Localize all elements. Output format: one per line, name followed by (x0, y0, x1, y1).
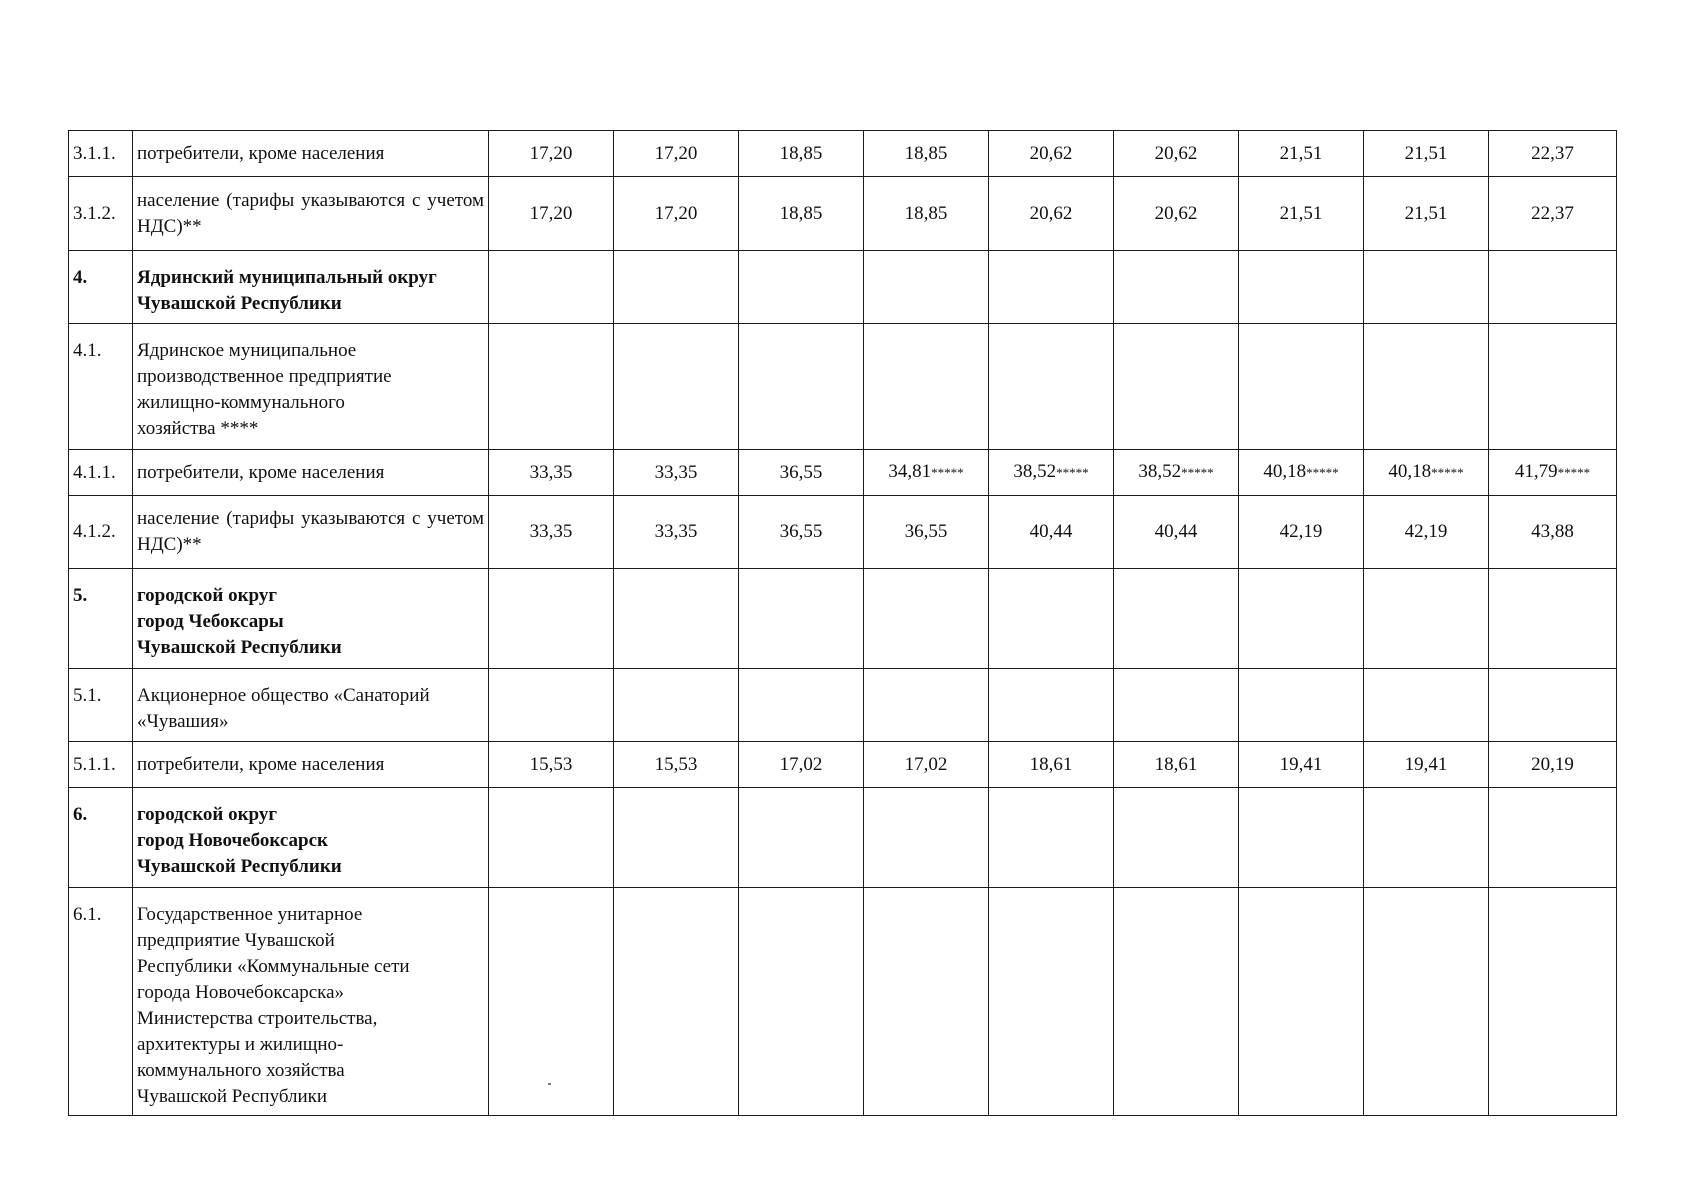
name-line: Чувашской Республики (137, 637, 342, 658)
empty-cell (1489, 669, 1617, 742)
value-cell: 21,51 (1239, 177, 1364, 251)
row-number: 4. (69, 251, 133, 324)
empty-cell (864, 569, 989, 669)
empty-cell (989, 569, 1114, 669)
value-cell: 33,35 (614, 450, 739, 496)
row-name: население (тарифы указываются с учетом НДС)** (133, 177, 489, 251)
footnote-mark: ***** (1181, 465, 1214, 480)
row-name: потребители, кроме населения (133, 742, 489, 788)
empty-cell (614, 324, 739, 450)
name-line: город Чебоксары (137, 611, 284, 632)
empty-cell (614, 888, 739, 1116)
value-cell: 33,35 (489, 496, 614, 569)
value-cell: 18,85 (739, 131, 864, 177)
table-row (69, 177, 1617, 251)
name-line: Чувашской Республики (137, 1086, 328, 1107)
empty-cell (1364, 569, 1489, 669)
name-line: Министерства строительства, (137, 1008, 378, 1029)
empty-cell (1114, 788, 1239, 888)
name-line: города Новочебоксарска» (137, 982, 345, 1003)
row-name: население (тарифы указываются с учетом НДС)** (133, 496, 489, 569)
value-cell: 42,19 (1364, 496, 1489, 569)
value-cell: 40,18***** (1364, 450, 1489, 496)
row-name (133, 788, 489, 888)
row-number: 4.1.2. (69, 496, 133, 569)
empty-cell (614, 788, 739, 888)
table-row (69, 669, 1617, 742)
value-cell: 17,20 (489, 131, 614, 177)
value-cell: 17,02 (739, 742, 864, 788)
value-cell: 18,61 (1114, 742, 1239, 788)
row-number: 3.1.1. (69, 131, 133, 177)
empty-cell (489, 788, 614, 888)
empty-cell (1239, 324, 1364, 450)
value-cell: 17,20 (614, 177, 739, 251)
row-number: 5. (69, 569, 133, 669)
value-cell: 40,44 (1114, 496, 1239, 569)
empty-cell (739, 669, 864, 742)
empty-cell (614, 251, 739, 324)
name-line: городской округ (137, 585, 278, 606)
value-cell: 43,88 (1489, 496, 1617, 569)
empty-cell (864, 669, 989, 742)
empty-cell (489, 669, 614, 742)
empty-cell (1364, 669, 1489, 742)
empty-cell (489, 569, 614, 669)
empty-cell (489, 324, 614, 450)
empty-cell (1364, 324, 1489, 450)
table-row (69, 324, 1617, 450)
scan-speck (548, 1083, 551, 1085)
empty-cell (614, 669, 739, 742)
value-cell: 19,41 (1239, 742, 1364, 788)
empty-cell (739, 251, 864, 324)
value-cell: 15,53 (614, 742, 739, 788)
row-number: 6. (69, 788, 133, 888)
value-cell: 21,51 (1239, 131, 1364, 177)
value-cell: 20,62 (989, 177, 1114, 251)
name-line: Республики «Коммунальные сети (137, 956, 410, 977)
empty-cell (864, 788, 989, 888)
value-cell: 34,81***** (864, 450, 989, 496)
value-cell: 18,85 (864, 177, 989, 251)
value-cell: 38,52***** (1114, 450, 1239, 496)
section-row (69, 251, 1617, 324)
row-name: потребители, кроме населения (133, 450, 489, 496)
empty-cell (1239, 788, 1364, 888)
value-cell: 22,37 (1489, 131, 1617, 177)
footnote-mark: ***** (1306, 465, 1339, 480)
row-number: 6.1. (69, 888, 133, 1116)
name-line: городской округ (137, 804, 278, 825)
row-name: Акционерное общество «Санаторий «Чувашия» (133, 669, 489, 742)
name-line: предприятие Чувашской (137, 930, 335, 951)
name-line: коммунального хозяйства (137, 1060, 345, 1081)
empty-cell (1239, 669, 1364, 742)
footnote-mark: ***** (1431, 465, 1464, 480)
empty-cell (1364, 788, 1489, 888)
value-cell: 18,85 (864, 131, 989, 177)
row-name: Ядринское муниципальное производственное предприятие жилищно-коммунального хозяйства **** (133, 324, 489, 450)
empty-cell (1489, 788, 1617, 888)
name-line: архитектуры и жилищно- (137, 1034, 344, 1055)
value-cell: 36,55 (739, 450, 864, 496)
value-cell: 33,35 (489, 450, 614, 496)
empty-cell (739, 324, 864, 450)
empty-cell (489, 251, 614, 324)
row-number: 4.1. (69, 324, 133, 450)
name-line: Государственное унитарное (137, 904, 363, 925)
value-cell: 18,85 (739, 177, 864, 251)
value-cell: 17,02 (864, 742, 989, 788)
value-cell: 21,51 (1364, 177, 1489, 251)
empty-cell (1489, 569, 1617, 669)
value-cell: 17,20 (614, 131, 739, 177)
empty-cell (489, 888, 614, 1116)
empty-cell (989, 251, 1114, 324)
value-cell: 20,62 (1114, 131, 1239, 177)
row-name: Ядринский муниципальный округ Чувашской Республики (133, 251, 489, 324)
empty-cell (1114, 569, 1239, 669)
empty-cell (1239, 888, 1364, 1116)
value-cell: 38,52***** (989, 450, 1114, 496)
empty-cell (1239, 251, 1364, 324)
table-row (69, 888, 1617, 1116)
empty-cell (1489, 251, 1617, 324)
empty-cell (1114, 888, 1239, 1116)
empty-cell (989, 669, 1114, 742)
value-cell: 36,55 (739, 496, 864, 569)
value-cell: 33,35 (614, 496, 739, 569)
empty-cell (1239, 569, 1364, 669)
table-row (69, 131, 1617, 177)
empty-cell (1489, 324, 1617, 450)
value-cell: 20,19 (1489, 742, 1617, 788)
value-cell: 40,18***** (1239, 450, 1364, 496)
value-cell: 20,62 (1114, 177, 1239, 251)
value-cell: 22,37 (1489, 177, 1617, 251)
value-cell: 18,61 (989, 742, 1114, 788)
value-cell: 41,79***** (1489, 450, 1617, 496)
empty-cell (1114, 669, 1239, 742)
empty-cell (614, 569, 739, 669)
table-row (69, 450, 1617, 496)
row-number: 5.1.1. (69, 742, 133, 788)
row-number: 3.1.2. (69, 177, 133, 251)
empty-cell (989, 324, 1114, 450)
row-name (133, 569, 489, 669)
empty-cell (1364, 251, 1489, 324)
empty-cell (1489, 888, 1617, 1116)
footnote-mark: ***** (931, 465, 964, 480)
empty-cell (864, 888, 989, 1116)
value-cell: 15,53 (489, 742, 614, 788)
value-cell: 36,55 (864, 496, 989, 569)
section-row (69, 788, 1617, 888)
value-cell: 17,20 (489, 177, 614, 251)
empty-cell (739, 888, 864, 1116)
table-row (69, 742, 1617, 788)
row-number: 4.1.1. (69, 450, 133, 496)
name-line: Чувашской Республики (137, 856, 342, 877)
value-cell: 21,51 (1364, 131, 1489, 177)
empty-cell (1364, 888, 1489, 1116)
row-name (133, 888, 489, 1116)
value-cell: 40,44 (989, 496, 1114, 569)
empty-cell (1114, 251, 1239, 324)
footnote-mark: ***** (1056, 465, 1089, 480)
table-row (69, 496, 1617, 569)
empty-cell (1114, 324, 1239, 450)
section-row (69, 569, 1617, 669)
empty-cell (739, 788, 864, 888)
empty-cell (864, 324, 989, 450)
empty-cell (989, 788, 1114, 888)
footnote-mark: ***** (1557, 465, 1591, 480)
empty-cell (739, 569, 864, 669)
row-name: потребители, кроме населения (133, 131, 489, 177)
name-line: город Новочебоксарск (137, 830, 328, 851)
value-cell: 42,19 (1239, 496, 1364, 569)
tariff-table (68, 130, 1617, 1116)
empty-cell (989, 888, 1114, 1116)
row-number: 5.1. (69, 669, 133, 742)
value-cell: 19,41 (1364, 742, 1489, 788)
value-cell: 20,62 (989, 131, 1114, 177)
empty-cell (864, 251, 989, 324)
